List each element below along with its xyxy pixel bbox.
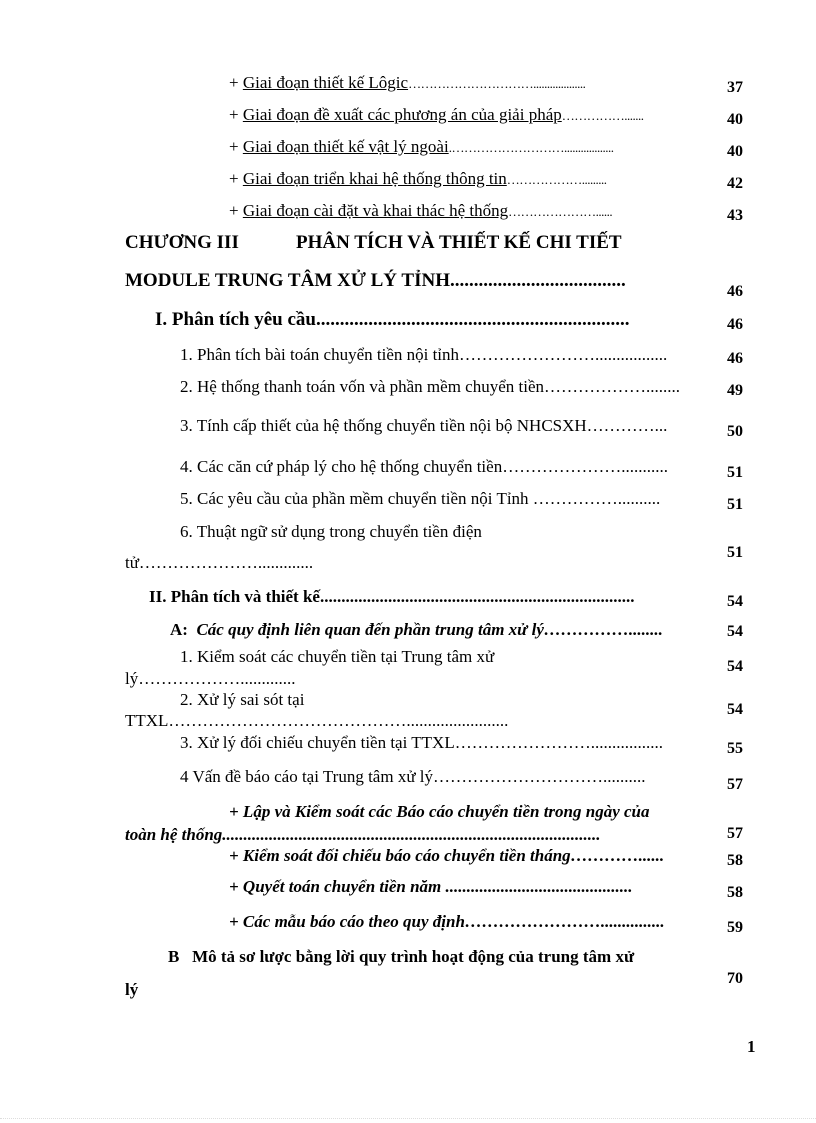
toc-entry-continuation: tử…………………............. (125, 553, 314, 572)
toc-entry[interactable]: 3. Xử lý đối chiếu chuyển tiền tại TTXL……………………................. (180, 733, 663, 752)
toc-page-number: 57 (727, 776, 743, 793)
toc-entry[interactable]: 2. Xử lý sai sót tại (180, 690, 305, 709)
toc-page-number: 51 (727, 496, 743, 513)
toc-entry: + Giai đoạn triển khai hệ thống thông tin………………......... (229, 169, 607, 188)
toc-entry: + Giai đoạn thiết kế Lôgic…………………………................... (229, 73, 586, 92)
toc-entry: + Giai đoạn thiết kế vật lý ngoài.……………………….................. (229, 137, 614, 156)
toc-entry[interactable]: 6. Thuật ngữ sử dụng trong chuyển tiền điện (180, 522, 482, 541)
toc-page-number: 54 (727, 701, 743, 718)
toc-entry-title[interactable]: Giai đoạn thiết kế Lôgic (242, 73, 409, 92)
subsection-title: Các quy định liên quan đến phần trung tâm xử lý……………........ (196, 620, 663, 639)
toc-entry-continuation: lý (125, 980, 139, 999)
toc-page-number: 51 (727, 464, 743, 481)
chapter-title: PHÂN TÍCH VÀ THIẾT KẾ CHI TIẾT (296, 232, 622, 253)
toc-entry: + Giai đoạn đề xuất các phương án của giải pháp……………....... (229, 105, 644, 124)
toc-page-number: 46 (727, 350, 743, 367)
chapter-subtitle[interactable]: MODULE TRUNG TÂM XỬ LÝ TỈNH..................................... (125, 270, 626, 291)
toc-entry[interactable]: + Kiểm soát đối chiếu báo cáo chuyển tiền tháng…………...... (229, 846, 665, 865)
toc-page-number: 54 (727, 658, 743, 675)
subsection-label: B (168, 947, 180, 966)
toc-page-number: 50 (727, 423, 743, 440)
toc-entry-title[interactable]: Giai đoạn cài đặt và khai thác hệ thống (242, 201, 509, 220)
toc-entry-continuation: TTXL……………………………………........................ (125, 711, 509, 730)
toc-entry[interactable]: 1. Phân tích bài toán chuyển tiền nội tỉnh……………………................. (180, 345, 668, 364)
toc-subsection[interactable] (170, 620, 663, 640)
toc-entry-title[interactable]: Giai đoạn đề xuất các phương án của giải pháp (242, 105, 562, 124)
toc-page-number: 46 (727, 316, 743, 333)
toc-entry[interactable]: 5. Các yêu cầu của phần mềm chuyển tiền nội Tỉnh …………….......... (180, 489, 661, 508)
toc-page-number: 49 (727, 382, 743, 399)
toc-entry-continuation: lý………………............. (125, 669, 296, 688)
toc-entry: + Giai đoạn cài đặt và khai thác hệ thống…………………...... (229, 201, 613, 220)
toc-entry[interactable]: + Quyết toán chuyển tiền năm ............................................ (229, 877, 633, 896)
toc-page-number: 59 (727, 919, 743, 936)
toc-page-number: 37 (727, 79, 743, 96)
chapter-label: CHƯƠNG III (125, 232, 239, 253)
toc-entry-continuation: toàn hệ thống......................................................................................... (125, 825, 601, 844)
toc-page-number: 54 (727, 593, 743, 610)
subsection-title: Mô tả sơ lược bằng lời quy trình hoạt động của trung tâm xử (192, 947, 635, 966)
toc-page-number: 46 (727, 283, 743, 300)
toc-page-number: 40 (727, 111, 743, 128)
toc-page-number: 58 (727, 852, 743, 869)
toc-entry[interactable]: 2. Hệ thống thanh toán vốn và phần mềm chuyển tiền………………........ (180, 377, 680, 396)
toc-page-number: 54 (727, 623, 743, 640)
toc-page-number: 42 (727, 175, 743, 192)
toc-entry[interactable]: 3. Tính cấp thiết của hệ thống chuyển tiền nội bộ NHCSXH…………... (180, 416, 668, 435)
toc-entry-title[interactable]: Giai đoạn triển khai hệ thống thông tin (242, 169, 507, 188)
toc-page-number: 58 (727, 884, 743, 901)
toc-page-number: 51 (727, 544, 743, 561)
page-bottom-border (0, 1118, 816, 1119)
toc-section-heading[interactable]: I. Phân tích yêu cầu.................................................................. (155, 309, 630, 330)
subsection-label: A: (170, 620, 188, 639)
toc-entry[interactable]: 4. Các căn cứ pháp lý cho hệ thống chuyển tiền…………………........... (180, 457, 668, 476)
toc-entry-title[interactable]: Giai đoạn thiết kế vật lý ngoài (242, 137, 449, 156)
toc-entry[interactable]: 1. Kiểm soát các chuyển tiền tại Trung tâm xử (180, 647, 495, 666)
page-number: 1 (747, 1037, 756, 1056)
toc-entry[interactable]: + Lập và Kiểm soát các Báo cáo chuyển tiền trong ngày của (229, 802, 650, 821)
toc-section-heading[interactable]: II. Phân tích và thiết kế.......................................................................... (149, 587, 635, 606)
toc-entry[interactable]: 4 Vấn đề báo cáo tại Trung tâm xử lý………………………….......... (180, 767, 646, 786)
toc-page-number: 55 (727, 740, 743, 757)
toc-page-number: 40 (727, 143, 743, 160)
toc-page-number: 43 (727, 207, 743, 224)
toc-entry[interactable]: + Các mẫu báo cáo theo quy định……………………............... (229, 912, 665, 931)
toc-page-number: 57 (727, 825, 743, 842)
toc-page-number: 70 (727, 970, 743, 987)
toc-subsection[interactable] (168, 947, 634, 967)
